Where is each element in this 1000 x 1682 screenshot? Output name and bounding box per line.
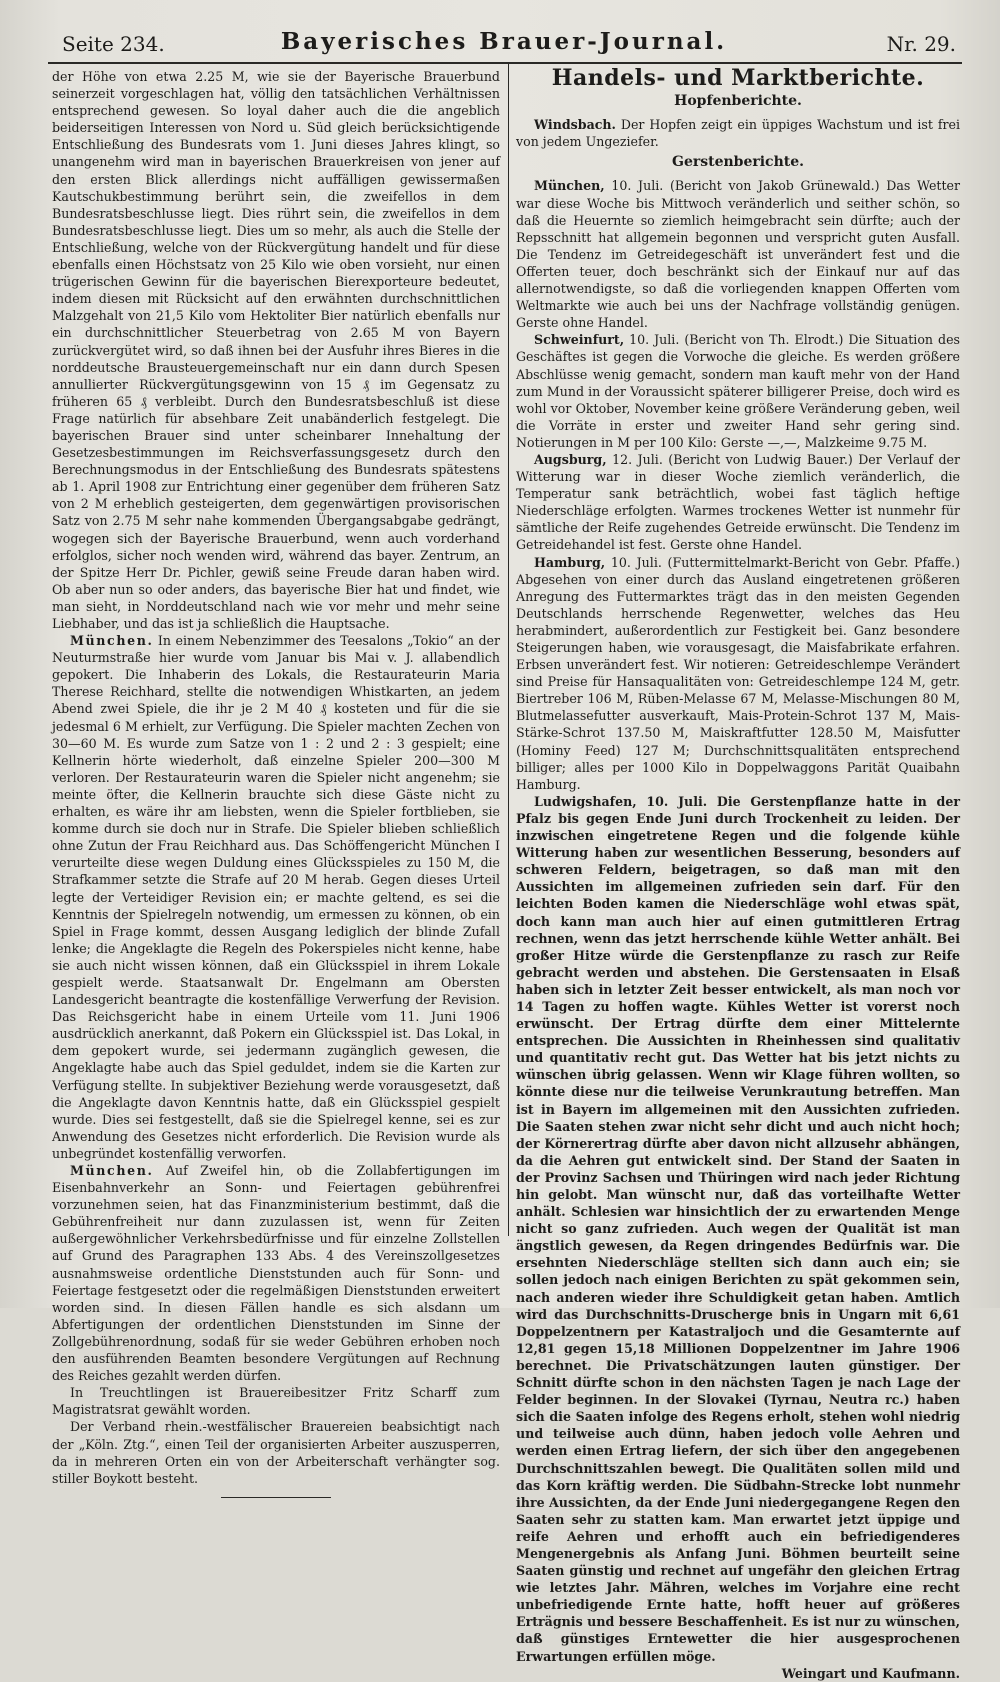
left-column xyxy=(52,68,500,1486)
report-text: Der Hopfen zeigt ein üppiges Wachstum und ist frei von jedem Ungeziefer. xyxy=(516,117,960,150)
article-text: Auf Zweifel hin, ob die Zollabfertigungen im Eisenbahnverkehr an Sonn- und Feiertagen gebührenfrei vorzunehmen seien, hat das Finanzministerium bestimmt, daß die Gebührenfreiheit nur dann zuzulassen ist, wenn für Zeiten außergewöhnlicher Verkehrsbedürfnisse und für einzelne Zollstellen auf Grund des Paragraphen 133 Abs. 4 des Vereinszollgesetzes ausnahmsweise ordentliche Dienststunden auch für Sonn- und Feiertage festgesetzt oder die regelmäßigen Dienststunden erweitert worden sind. In diesen Fällen handle es sich alsdann um Abfertigungen der ordentlichen Dienststunden im Sinne der Zollgebührenordnung, sodaß für sie weder Gebühren erhoben noch den ausführenden Beamten besondere Vergütungen auf Rechnung des Reiches gezahlt werden dürfen. xyxy=(52,1163,500,1384)
report-augsburg xyxy=(516,451,960,554)
report-ludwigshafen xyxy=(516,793,960,1665)
report-windsbach xyxy=(516,116,960,150)
report-text: 10. Juli. Die Gerstenpflanze hatte in der Pfalz bis gegen Ende Juni durch Trockenheit zu leiden. Der inzwischen eingetretene Regen und die folgende kühle Witterung haben zur wesentlichen Besserung, besonders auf schweren Feldern, beigetragen, so daß man mit den Aussichten im allgemeinen zufrieden sein darf. Für den leichten Boden kamen die Niederschläge wohl etwas spät, doch kann man auch hier auf einen gutmittleren Ertrag rechnen, wenn das jetzt herrschende kühle Wetter anhält. Bei großer Hitze würde die Gerstenpflanze zu rasch zur Reife gebracht werden und abstehen. Die Gerstensaaten in Elsaß haben sich in letzter Zeit besser entwickelt, als man noch vor 14 Tagen zu hoffen wagte. Kühles Wetter ist vorerst noch erwünscht. Der Ertrag dürfte dem einer Mittelernte entsprechen. Die Aussichten in Rheinhessen sind qualitativ und quantitativ recht gut. Das Wetter hat bis jetzt nichts zu wünschen übrig gelassen. Wenn wir Klage führen wollten, so könnte diese nur die teilweise Verunkrautung betreffen. Man ist in Bayern im allgemeinen mit den Aussichten zufrieden. Die Saaten stehen zwar nicht sehr dicht und auch nicht hoch; der Körnerertrag dürfte aber davon nicht allzusehr abhängen, da die Aehren gut entwickelt sind. Der Stand der Saaten in der Provinz Sachsen und Thüringen wird nach jeder Richtung hin gelobt. Man wünscht nur, daß das vorteilhafte Wetter anhält. Schlesien war hinsichtlich der zu erwartenden Menge nicht so ganz zufrieden. Auch wegen der Qualität ist man ängstlich gewesen, da Regen dringendes Bedürfnis war. Die ersehnten Niederschläge stellten sich dann auch ein; sie sollen jedoch nach einigen Berichten zu spät gekommen sein, nach anderen wieder ihre Schuldigkeit getan haben. Amtlich wird das Durchschnitts-Druscherge bnis in Ungarn mit 6,61 Doppelzentnern per Katastraljoch und die Gesamternte auf 12,81 gegen 15,18 Millionen Doppelzentner im Jahre 1906 berechnet. Die Privatschätzungen lauten günstiger. Der Schnitt dürfte schon in den nächsten Tagen je nach Lage der Felder beginnen. In der Slovakei (Tyrnau, Neutra rc.) haben sich die Saaten infolge des Regens erholt, stehen wohl niedrig und teilweise auch dünn, haben jedoch volle Aehren und werden einen Ertrag liefern, der sich über den angegebenen Durchschnittszahlen bewegt. Die Qualitäten sollen mild und das Korn kräftig werden. Die Südbahn-Strecke lobt nunmehr ihre Aussichten, da der Ende Juni niedergegangene Regen den Saaten sehr zu statten kam. Man erwartet jetzt üppige und reife Aehren und erhofft auch ein befriedigenderes Mengenergebnis als Anfang Juni. Böhmen beurteilt seine Saaten günstig und rechnet auf ungefähr den gleichen Ertrag wie letztes Jahr. Mähren, welches im Vorjahre eine recht unbefriedigende Ernte hatte, hofft heuer auf größeres Erträgnis und bessere Beschaffenheit. Es ist nur zu wünschen, daß günstiges Erntewetter die hier ausgesprochenen Erwartungen erfüllen möge. xyxy=(516,793,960,1664)
report-text: 10. Juli. (Bericht von Th. Elrodt.) Die Situation des Geschäftes ist gegen die Vorwoche die gleiche. Es werden größere Abschlüsse wenig gemacht, sondern man kauft mehr von der Hand zum Mund in der Voraussicht späterer billigerer Preise, doch wird es wohl vor Oktober, November keine größere Veränderung geben, weil die Vorräte in erster und zweiter Hand sehr gering sind. Notierungen in M per 100 Kilo: Gerste —,—, Malzkeime 9.75 M. xyxy=(516,332,960,450)
article-text: In einem Nebenzimmer des Teesalons „Tokio“ an der Neuturmstraße hier wurde vom Januar bis Mai v. J. allabendlich gepokert. Die Inhaberin des Lokals, die Restaurateurin Maria Therese Reichhard, stellte die notwendigen Whistkarten, an jedem Abend zwei Spiele, die ihr je 2 M 40 ₰ kosteten und für die sie jedesmal 6 M erhielt, zur Verfügung. Die Spieler machten Zechen von 30—60 M. Es wurde zum Satze von 1 : 2 und 2 : 3 gespielt; eine Kellnerin hörte wiederholt, daß einzelne Spieler 200—300 M verloren. Der Restaurateurin waren die Spieler nicht angenehm; sie meinte öfter, die Kellnerin brauchte sich diese Gäste nicht zu erhalten, es wäre ihr am liebsten, wenn die Spieler fortblieben, sie komme durch sie doch nur in Strafe. Die Spieler blieben schließlich ohne Zutun der Frau Reichhard aus. Das Schöffengericht München I verurteilte diese wegen Duldung eines Glücksspieles zu 150 M, die Strafkammer setzte die Strafe auf 20 M herab. Gegen dieses Urteil legte der Verteidiger Revision ein; er machte geltend, es sei die Kenntnis der Spielregeln notwendig, um ermessen zu können, ob ein Spiel in Frage kommt, dessen Ausgang lediglich der blinde Zufall lenke; die Angeklagte die Regeln des Pokerspieles nicht kenne, habe sie auch nicht wissen können, daß ein Glücksspiel in ihrem Lokale gespielt werde. Staatsanwalt Dr. Engelmann am Obersten Landesgericht beantragte die kostenfällige Verwerfung der Revision. Das Reichsgericht habe in einem Urteile vom 11. Juni 1906 ausdrücklich anerkannt, daß Pokern ein Glücksspiel ist. Das Lokal, in dem gepokert wurde, sei jedermann zugänglich gewesen, die Angeklagte habe auch das Spiel geduldet, indem sie die Karten zur Verfügung stellte. In subjektiver Beziehung werde vorausgesetzt, daß die Angeklagte davon Kenntnis hatte, daß ein Glücksspiel gespielt wurde. Dies sei festgestellt, daß sie die Spielregel kenne, sei es zur Anwendung des Gesetzes nicht erforderlich. Die Revision wurde als unbegründet kostenfällig verworfen. xyxy=(52,633,500,1161)
dateline: Ludwigshafen, xyxy=(534,793,637,809)
report-muenchen xyxy=(516,177,960,331)
article-muenchen-poker xyxy=(52,632,500,1162)
section-title: Handels- und Marktberichte. xyxy=(551,65,925,91)
dateline: Augsburg, xyxy=(534,451,607,467)
report-schweinfurt xyxy=(516,331,960,451)
article-muenchen-zoll xyxy=(52,1162,500,1384)
column-separator xyxy=(508,64,509,1236)
barley-reports-heading: Gerstenberichte. xyxy=(671,154,804,171)
article-verband: Der Verband rhein.-westfälischer Brauereien beabsichtigt nach der „Köln. Ztg.“, einen Teil der organisierten Arbeiter auszusperren, da in mehreren Orten ein von der Arbeiterschaft verhängter sog. stiller Boykott besteht. xyxy=(52,1419,500,1486)
dateline: Windsbach. xyxy=(534,117,616,133)
dateline: München, xyxy=(534,178,605,194)
header-rule xyxy=(48,62,962,64)
hop-reports-heading: Hopfenberichte. xyxy=(674,93,802,110)
article-continuation: der Höhe von etwa 2.25 M, wie sie der Bayerische Brauerbund seinerzeit vorgeschlagen hat, völlig den tatsächlichen Verhältnissen entsprechend gewesen. So loyal daher auch die die angeblich beiderseitigen Interessen von Nord u. Süd gleich berücksichtigende Entschließung des Bundesrats vom 1. Juni dieses Jahres klingt, so unangenehm wird man in bayerischen Brauerkreisen von jener auf den ersten Blick allerdings nicht auffälligen gewissermaßen Kautschukbestimmung berührt sein, die zweifellos in dem Bundesratsbeschlusse liegt. Dies rührt sein, die zweifellos in dem Bundesratsbeschlusse liegt. Dies um so mehr, als auch die Stelle der Entschließung, welche von der Rückvergütung handelt und für diese ebenfalls einen Höchstsatz von 25 Kilo wie oben vorsieht, nur einen trügerischen Gewinn für die bayerischen Bierexporteure bedeutet, indem diesen mit Rücksicht auf den erwähnten durchschnittlichen Malzgehalt von 21,5 Kilo vom Hektoliter Bier natürlich ebenfalls nur ein durchschnittlicher Steuerbetrag von 2.65 M von Bayern zurückvergütet wird, so daß ihnen bei der Ausfuhr ihres Bieres in die norddeutsche Brausteuergemeinschaft nur ein dann durch Spesen annullierter Rückvergütungsgewinn von 15 ₰ im Gegensatz zu früheren 65 ₰ verbleibt. Durch den Bundesratsbeschluß ist diese Frage natürlich für absehbare Zeit unabänderlich festgelegt. Die bayerischen Brauer sind unter scheinbarer Innehaltung der Gesetzesbestimmungen im Reichsverfassungsgesetz durch den Berechnungsmodus in der Entschließung des Bundesrats spätestens ab 1. April 1908 zur Entrichtung einer gegenüber dem früheren Satz von 2 M erheblich gesteigerten, dem gegenwärtigen provisorischen Satz von 2.75 M sehr nahe kommenden Übergangsabgabe gedrängt, wogegen sich der Bayerische Brauerbund, wenn auch vorderhand erfolglos, sicher noch wenden wird, während das bayer. Zentrum, an der Spitze Herr Dr. Pichler, gewiß seine Freude daran haben wird. Ob aber nun so oder anders, das bayerische Bier hat und findet, wie man sieht, in Norddeutschland nach wie vor mehr und mehr seine Liebhaber, und das ist ja schließlich die Hauptsache. xyxy=(52,69,500,631)
right-column xyxy=(516,65,960,1681)
page-header xyxy=(48,26,960,62)
journal-title: Bayerisches Brauer-Journal. xyxy=(280,28,728,55)
report-text: 10. Juli. (Bericht von Jakob Grünewald.) Das Wetter war diese Woche bis Mittwoch veränderlich und seither schön, so daß die Heuernte so ziemlich heimgebracht sein dürfte; auch der Repsschnitt hat allgemein begonnen und verspricht guten Ausfall. Die Tendenz im Getreidegeschäft ist unverändert fest und die Offerten teuer, doch beschränkt sich der Einkauf nur auf das allernotwendigste, so daß die vorliegenden knappen Offerten vom Weltmarkte wie auch bei uns der Nachfrage vollständig genügen. Gerste ohne Handel. xyxy=(516,178,960,331)
page-number: Seite 234. xyxy=(62,32,165,56)
article-treuchtlingen: In Treuchtlingen ist Brauereibesitzer Fritz Scharff zum Magistratsrat gewählt worden. xyxy=(52,1385,500,1418)
report-text: 12. Juli. (Bericht von Ludwig Bauer.) Der Verlauf der Witterung war in dieser Woche ziemlich veränderlich, die Temperatur sank beträchtlich, wobei fast täglich heftige Niederschläge erfolgten. Warmes trockenes Wetter ist nunmehr für sämtliche der Reife zugehendes Getreide erwünscht. Die Tendenz im Getreidehandel ist fest. Gerste ohne Handel. xyxy=(516,451,960,553)
dateline: Schweinfurt, xyxy=(534,332,625,348)
end-rule xyxy=(221,1497,331,1498)
report-signature: Weingart und Kaufmann. xyxy=(781,1665,960,1681)
dateline: München. xyxy=(70,1163,154,1178)
report-text: 10. Juli. (Futtermittelmarkt-Bericht von Gebr. Pfaffe.) Abgesehen von einer durch das Ausland eingetretenen größeren Anregung des Futtermarktes trägt das in den meisten Gegenden Deutschlands herrschende Regenwetter, welches das Heu herabmindert, außerordentlich zur Festigkeit bei. Ganz besondere Steigerungen haben, wie vorausgesagt, die Maisfabrikate erfahren. Erbsen unverändert fest. Wir notieren: Getreideschlempe Verändert sind Preise für Hansaqualitäten von: Getreideschlempe 124 M, getr. Biertreber 106 M, Rüben-Melasse 67 M, Melasse-Mischungen 80 M, Blutmelassefutter ausverkauft, Mais-Protein-Schrot 137 M, Mais-Stärke-Schrot 137.50 M, Maiskraftfutter 128.50 M, Maisfutter (Hominy Feed) 127 M; Durchschnittsqualitäten entsprechend billiger; alles per 1000 Kilo in Doppelwaggons Parität Quaibahn Hamburg. xyxy=(516,554,960,792)
issue-number: Nr. 29. xyxy=(886,32,956,56)
report-hamburg xyxy=(516,554,960,793)
dateline: Hamburg, xyxy=(534,554,606,570)
dateline: München. xyxy=(70,633,154,649)
